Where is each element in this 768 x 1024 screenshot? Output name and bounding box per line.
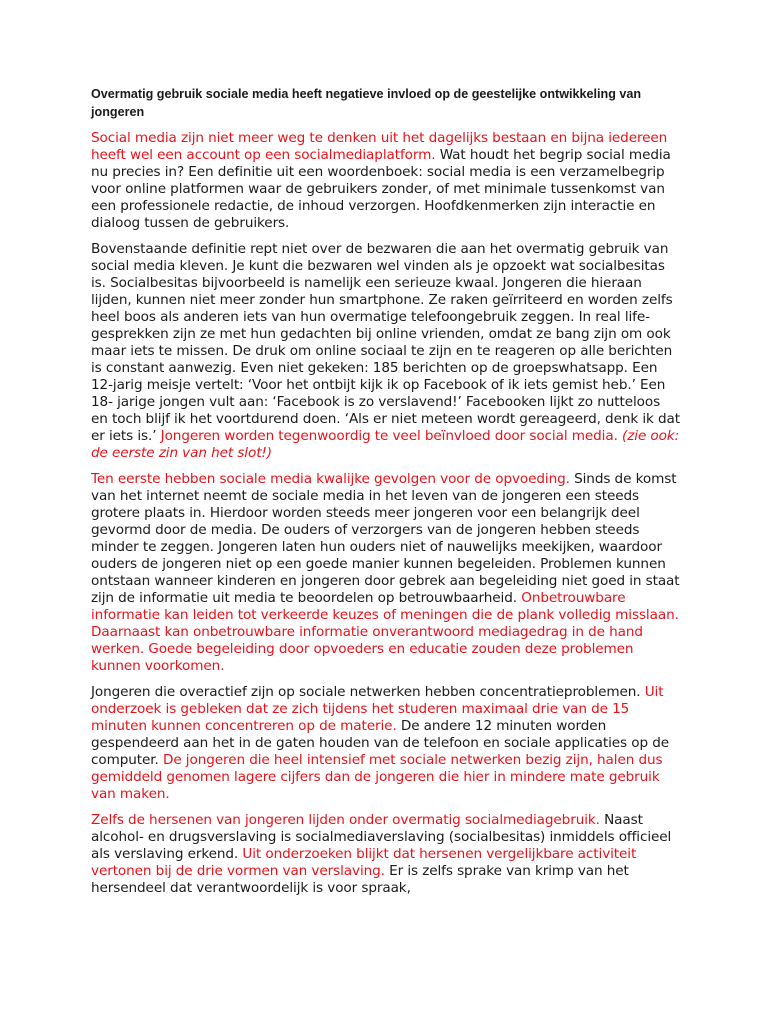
document-title: Overmatig gebruik sociale media heeft negatieve invloed op de geestelijke ontwikkeling van jongeren xyxy=(91,87,642,119)
highlighted-text-segment: Ten eerste hebben sociale media kwalijke gevolgen voor de opvoeding. xyxy=(91,471,570,487)
text-segment: Naast alcohol- en drugsverslaving is socialmediaverslaving (socialbesitas) inmiddels officieel als verslaving erkend. xyxy=(91,812,672,862)
paragraph xyxy=(91,241,681,462)
text-segment: Sinds de komst van het internet neemt de sociale media in het leven van de jongeren een steeds grotere plaats in. Hierdoor worden steeds meer jongeren voor een belangrijk deel gevormd door de media. De ouders of verzorgers van de jongeren hebben steeds minder te zeggen. Jongeren laten hun ouders niet of nauwelijks meekijken, waardoor ouders de jongeren niet op een goede manier kunnen begeleiden. Problemen kunnen ontstaan wanneer kinderen en jongeren door gebrek aan begeleiding niet goed in staat zijn de informatie uit media te beoordelen op betrouwbaarheid. xyxy=(91,471,680,606)
highlighted-text-segment: De jongeren die heel intensief met sociale netwerken bezig zijn, halen dus gemiddeld genomen lagere cijfers dan de jongeren die hier in mindere mate gebruik van maken. xyxy=(91,752,663,802)
text-segment: Bovenstaande definitie rept niet over de bezwaren die aan het overmatig gebruik van social media kleven. Je kunt die bezwaren wel vinden als je opzoekt wat socialbesitas is. Socialbesitas bijvoorbeeld is namelijk een serieuze kwaal. Jongeren die hieraan lijden, kunnen niet meer zonder hun smartphone. Ze raken geïrriteerd en worden zelfs heel boos als anderen iets van hun overmatige telefoongebruik zeggen. In real life-gesprekken zijn ze met hun gedachten bij online vrienden, omdat ze bang zijn om ook maar iets te missen. De druk om online sociaal te zijn en te reageren op alle berichten is constant aanwezig. Even niet gekeken: 185 berichten op de groepswhatsapp. Een 12-jarig meisje vertelt: ‘Voor het ontbijt kijk ik op Facebook of ik iets gemist heb.’ Een 18- jarige jongen vult aan: ‘Facebook is zo verslavend!’ Facebooken lijkt zo nutteloos en toch blijf ik het voortdurend doen. ‘Als er niet meteen wordt gereageerd, denk ik dat er iets is.’ xyxy=(91,241,681,444)
text-segment: De andere 12 minuten worden gespendeerd aan het in de gaten houden van de telefoon en sociale applicaties op de computer. xyxy=(91,718,669,768)
text-segment: Wat houdt het begrip social media nu precies in? Een definitie uit een woordenboek: social media is een verzamelbegrip voor online platformen waar de gebruikers zonder, of met minimale tussenkomst van een professionele redactie, de inhoud verzorgen. Hoofdkenmerken zijn interactie en dialoog tussen de gebruikers. xyxy=(91,147,671,231)
paragraph xyxy=(91,471,681,675)
paragraph xyxy=(91,812,681,897)
highlighted-text-segment: Uit onderzoek is gebleken dat ze zich tijdens het studeren maximaal drie van de 15 minuten kunnen concentreren op de materie. xyxy=(91,684,664,734)
document-page xyxy=(91,85,681,906)
paragraph xyxy=(91,684,681,803)
highlighted-text-segment: Zelfs de hersenen van jongeren lijden onder overmatig socialmediagebruik. xyxy=(91,812,600,828)
highlighted-text-segment: Onbetrouwbare informatie kan leiden tot verkeerde keuzes of meningen die de plank volledig misslaan. Daarnaast kan onbetrouwbare informatie onverantwoord mediagedrag in de hand werken. Goede begeleiding door opvoeders en educatie zouden deze problemen kunnen voorkomen. xyxy=(91,590,679,674)
highlighted-text-segment: Social media zijn niet meer weg te denken uit het dagelijks bestaan en bijna iedereen heeft wel een account op een socialmediaplatform. xyxy=(91,130,668,163)
text-segment: Jongeren die overactief zijn op sociale netwerken hebben concentratieproblemen. xyxy=(91,684,641,700)
paragraph xyxy=(91,130,681,232)
text-segment: Er is zelfs sprake van krimp van het hersendeel dat verantwoordelijk is voor spraak, xyxy=(91,863,629,896)
highlighted-text-segment: Jongeren worden tegenwoordig te veel beïnvloed door social media. xyxy=(156,428,618,444)
highlighted-text-segment: (zie ook: de eerste zin van het slot!) xyxy=(91,428,680,461)
document-body xyxy=(91,130,681,897)
highlighted-text-segment: Uit onderzoeken blijkt dat hersenen vergelijkbare activiteit vertonen bij de drie vormen van verslaving. xyxy=(91,846,637,879)
